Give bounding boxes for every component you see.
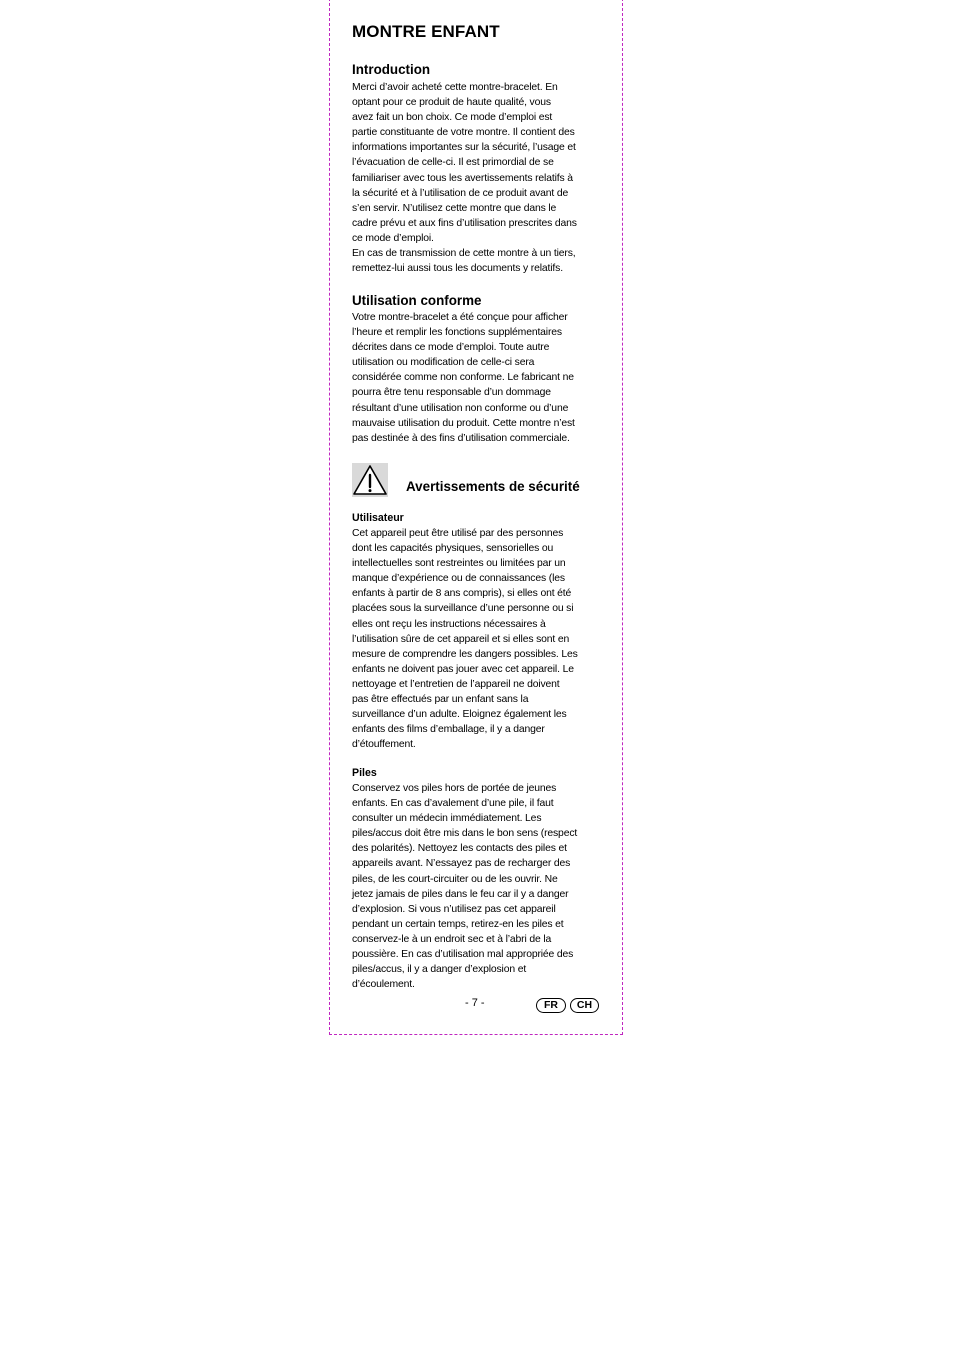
text-line: poussière. En cas d’utilisation mal appropriée des (352, 949, 574, 961)
warning-triangle-icon (352, 463, 388, 497)
text-line: informations importantes sur la sécurité, l’usage et (352, 142, 576, 154)
text-line: utilisation ou modification de celle-ci sera (352, 357, 535, 369)
text-line: nettoyage et l’entretien de l’appareil ne doivent (352, 678, 560, 690)
text-line: familiariser avec tous les avertissements relatifs à (352, 172, 573, 184)
country-badge-ch: CH (570, 998, 599, 1013)
text-line: avez fait un bon choix. Ce mode d’emploi est (352, 112, 553, 124)
text-line: pas destinée à des fins d’utilisation commerciale. (352, 432, 570, 444)
text-line: consulter un médecin immédiatement. Les (352, 813, 542, 825)
text-line: cadre prévu et aux fins d’utilisation prescrites dans (352, 217, 577, 229)
text-line: partie constituante de votre montre. Il contient des (352, 127, 575, 139)
utilisateur-text (352, 526, 608, 752)
page-title: MONTRE ENFANT (352, 22, 500, 41)
text-line: optant pour ce produit de haute qualité, vous (352, 97, 551, 109)
text-line: enfants ne doivent pas jouer avec cet appareil. Le (352, 663, 574, 675)
utilisateur-heading: Utilisateur (352, 512, 404, 524)
text-line: placées sous la surveillance d’une personne ou si (352, 603, 574, 615)
text-line: piles, de les court-circuiter ou de les ouvrir. Ne (352, 873, 558, 885)
text-line: décrites dans ce mode d’emploi. Toute autre (352, 342, 550, 354)
text-line: piles/accus doit être mis dans le bon sens (respect (352, 828, 578, 840)
piles-heading: Piles (352, 767, 377, 779)
text-line: remettez-lui aussi tous les documents y relatifs. (352, 263, 563, 275)
text-line: elles ont reçu les instructions nécessaires à (352, 618, 546, 630)
warnings-heading: Avertissements de sécurité (406, 479, 580, 494)
text-line: Votre montre-bracelet a été conçue pour afficher (352, 312, 568, 323)
introduction-heading: Introduction (352, 62, 431, 77)
text-line: dont les capacités physiques, sensorielles ou (352, 543, 554, 555)
utilisation-heading: Utilisation conforme (352, 293, 482, 308)
text-line: d’étouffement. (352, 739, 416, 751)
text-line: intellectuelles sont restreintes ou limitées par un (352, 558, 566, 570)
text-line: d’explosion. Si vous n’utilisez pas cet appareil (352, 903, 556, 915)
text-line: enfants des films d’emballage, il y a danger (352, 724, 545, 736)
text-line: considérée comme non conforme. Le fabricant ne (352, 372, 574, 384)
text-line: appareils avant. N’essayez pas de recharger des (352, 858, 571, 870)
text-line: l’évacuation de celle-ci. Il est primordial de se (352, 157, 554, 169)
text-line: Cet appareil peut être utilisé par des personnes (352, 528, 564, 539)
text-line: mesure de comprendre les dangers possibles. Les (352, 648, 578, 660)
text-line: ce mode d’emploi. (352, 232, 434, 244)
text-line: d’écoulement. (352, 979, 415, 991)
text-line: résultant d’une utilisation non conforme ou d’une (352, 402, 569, 414)
text-line: jetez jamais de piles dans le feu car il y a danger (352, 888, 569, 900)
piles-text (352, 781, 608, 992)
text-line: enfants à partir de 8 ans compris), si elles ont été (352, 588, 572, 600)
page-number: - 7 - (465, 997, 485, 1009)
text-line: pourra être tenu responsable d’un dommage (352, 387, 551, 399)
introduction-text (352, 80, 608, 276)
text-line: En cas de transmission de cette montre à un tiers, (352, 248, 576, 260)
text-line: l’utilisation sûre de cet appareil et si elles sont en (352, 633, 570, 645)
text-line: piles/accus, il y a danger d’explosion et (352, 964, 527, 976)
text-line: l’heure et remplir les fonctions supplémentaires (352, 327, 562, 339)
text-line: pas être effectués par un enfant sans la (352, 694, 529, 706)
text-line: conservez-le à un endroit sec et à l’abri de la (352, 933, 552, 945)
text-line: Conservez vos piles hors de portée de jeunes (352, 783, 557, 794)
text-line: surveillance d’un adulte. Eloignez également les (352, 709, 567, 721)
utilisation-text (352, 310, 608, 446)
text-line: enfants. En cas d’avalement d’une pile, il faut (352, 798, 554, 810)
text-line: des polarités). Nettoyez les contacts des piles et (352, 843, 567, 855)
text-line: Merci d’avoir acheté cette montre-bracelet. En (352, 82, 558, 93)
text-line: manque d’expérience ou de connaissances (les (352, 573, 565, 585)
text-line: mauvaise utilisation du produit. Cette montre n’est (352, 417, 575, 429)
text-line: la sécurité et à l’utilisation de ce produit avant de (352, 187, 569, 199)
country-badge-fr: FR (536, 998, 566, 1013)
text-line: s’en servir. N’utilisez cette montre que dans le (352, 202, 557, 214)
text-line: pendant un certain temps, retirez-en les piles et (352, 918, 564, 930)
